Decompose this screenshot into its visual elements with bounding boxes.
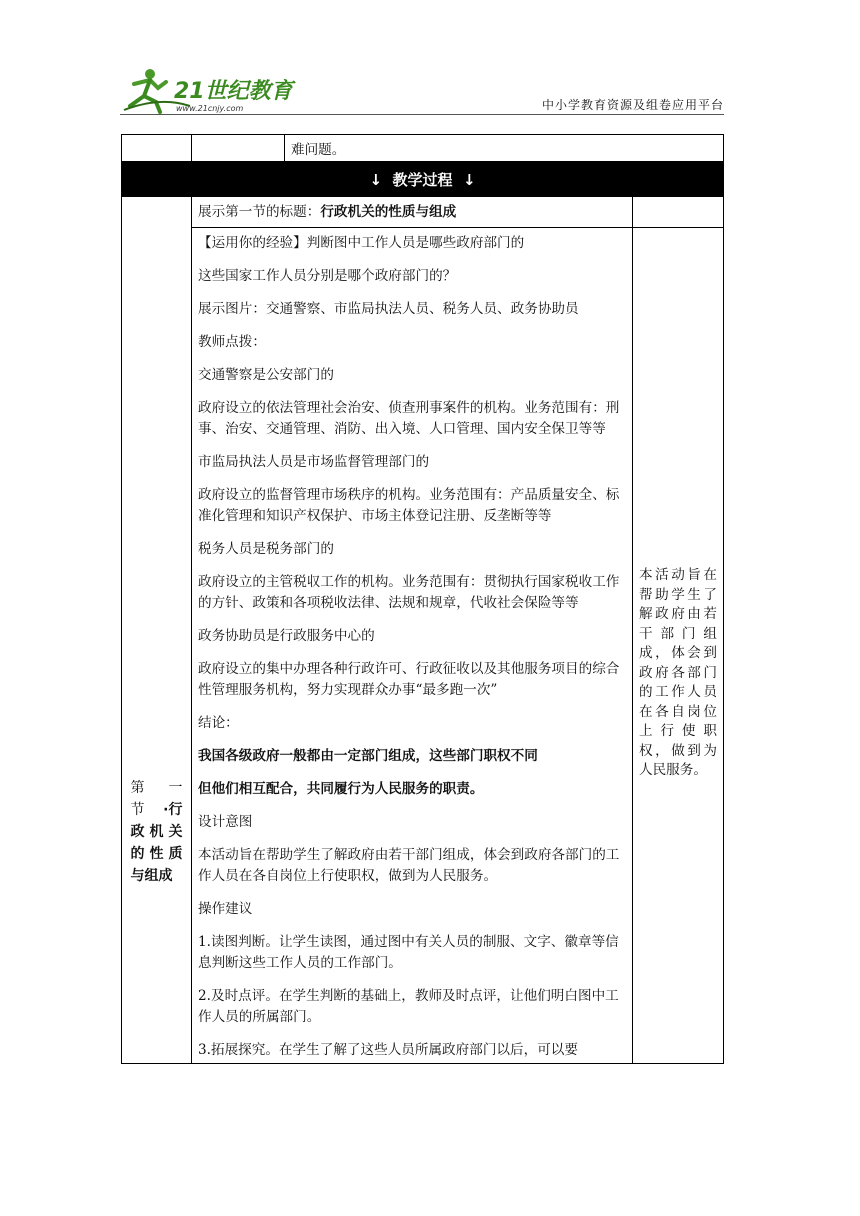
conclusion-line: 但他们相互配合，共同履行为人民服务的职责。 — [198, 781, 484, 797]
paragraph: 2.及时点评。在学生判断的基础上，教师及时点评，让他们明白图中工作人员的所属部门。 — [198, 988, 619, 1025]
paragraph: 教师点拨： — [198, 334, 266, 350]
conclusion-line: 我国各级政府一般都由一定部门组成，这些部门职权不同 — [198, 748, 538, 764]
paragraph: 结论： — [198, 715, 239, 731]
paragraph: 操作建议 — [198, 901, 253, 917]
lesson-table — [121, 134, 724, 1064]
process-banner — [122, 162, 724, 197]
paragraph: 这些国家工作人员分别是哪个政府部门的？ — [198, 268, 457, 284]
svg-text:www.21cnjy.com: www.21cnjy.com — [176, 104, 244, 113]
logo-21cnjy — [120, 66, 320, 114]
paragraph: 政府设立的依法管理社会治安、侦查刑事案件的机构。业务范围有：刑事、治安、交通管理、消防、出入境、人口管理、国内安全保卫等等 — [198, 400, 620, 437]
paragraph: 3.拓展探究。在学生了解了这些人员所属政府部门以后，可以要 — [198, 1042, 578, 1058]
content-row — [122, 228, 724, 1064]
paragraph: 税务人员是税务部门的 — [198, 541, 334, 557]
paragraph: 政府设立的监督管理市场秩序的机构。业务范围有：产品质量安全、标准化管理和知识产权保护、市场主体登记注册、反垄断等等 — [198, 487, 620, 524]
paragraph: 本活动旨在帮助学生了解政府由若干部门组成，体会到政府各部门的工作人员在各自岗位上行使职权，做到为人民服务。 — [198, 847, 620, 884]
side-note-cell — [633, 228, 724, 1064]
svg-text:21世纪教育: 21世纪教育 — [174, 79, 293, 104]
lesson-label: 第 一 节 ·行 政 机 关 的 性 质 与组成 — [130, 779, 183, 884]
paragraph: 设计意图 — [198, 814, 253, 830]
paragraph: 市监局执法人员是市场监督管理部门的 — [198, 454, 430, 470]
side-note: 本活动旨在帮助学生了解政府由若干部门组成，体会到政府各部门的工作人员在各自岗位上行使职权，做到为人民服务。 — [639, 567, 717, 778]
section-title-row — [122, 197, 724, 228]
top-row — [122, 135, 724, 162]
arrow-down-icon: ↓ — [369, 170, 383, 189]
lesson-label-cell — [122, 197, 192, 1064]
top-row-text: 难问题。 — [291, 142, 346, 158]
title-prefix: 展示第一节的标题： — [198, 203, 321, 220]
paragraph: 展示图片：交通警察、市监局执法人员、税务人员、政务协助员 — [198, 301, 579, 317]
header-rule — [120, 114, 724, 115]
banner-title: 教学过程 — [392, 170, 453, 189]
paragraph: 交通警察是公安部门的 — [198, 367, 334, 383]
paragraph: 1.读图判断。让学生读图，通过图中有关人员的制服、文字、徽章等信息判断这些工作人员的工作部门。 — [198, 934, 619, 971]
platform-name: 中小学教育资源及组卷应用平台 — [541, 98, 724, 112]
arrow-down-icon: ↓ — [462, 170, 476, 189]
page-header — [120, 66, 724, 116]
content-cell — [192, 228, 633, 1064]
paragraph: 政务协助员是行政服务中心的 — [198, 628, 375, 644]
section-title: 行政机关的性质与组成 — [320, 203, 457, 220]
paragraph: 政府设立的集中办理各种行政许可、行政征收以及其他服务项目的综合性管理服务机构，努力实现群众办事“最多跑一次” — [198, 661, 620, 698]
paragraph: 政府设立的主管税収工作的机构。业务范围有：贯彻执行国家税收工作的方针、政策和各项税收法律、法规和规章，代收社会保险等等 — [198, 574, 620, 611]
paragraph: 【运用你的经验】判断图中工作人员是哪些政府部门的 — [198, 235, 525, 251]
